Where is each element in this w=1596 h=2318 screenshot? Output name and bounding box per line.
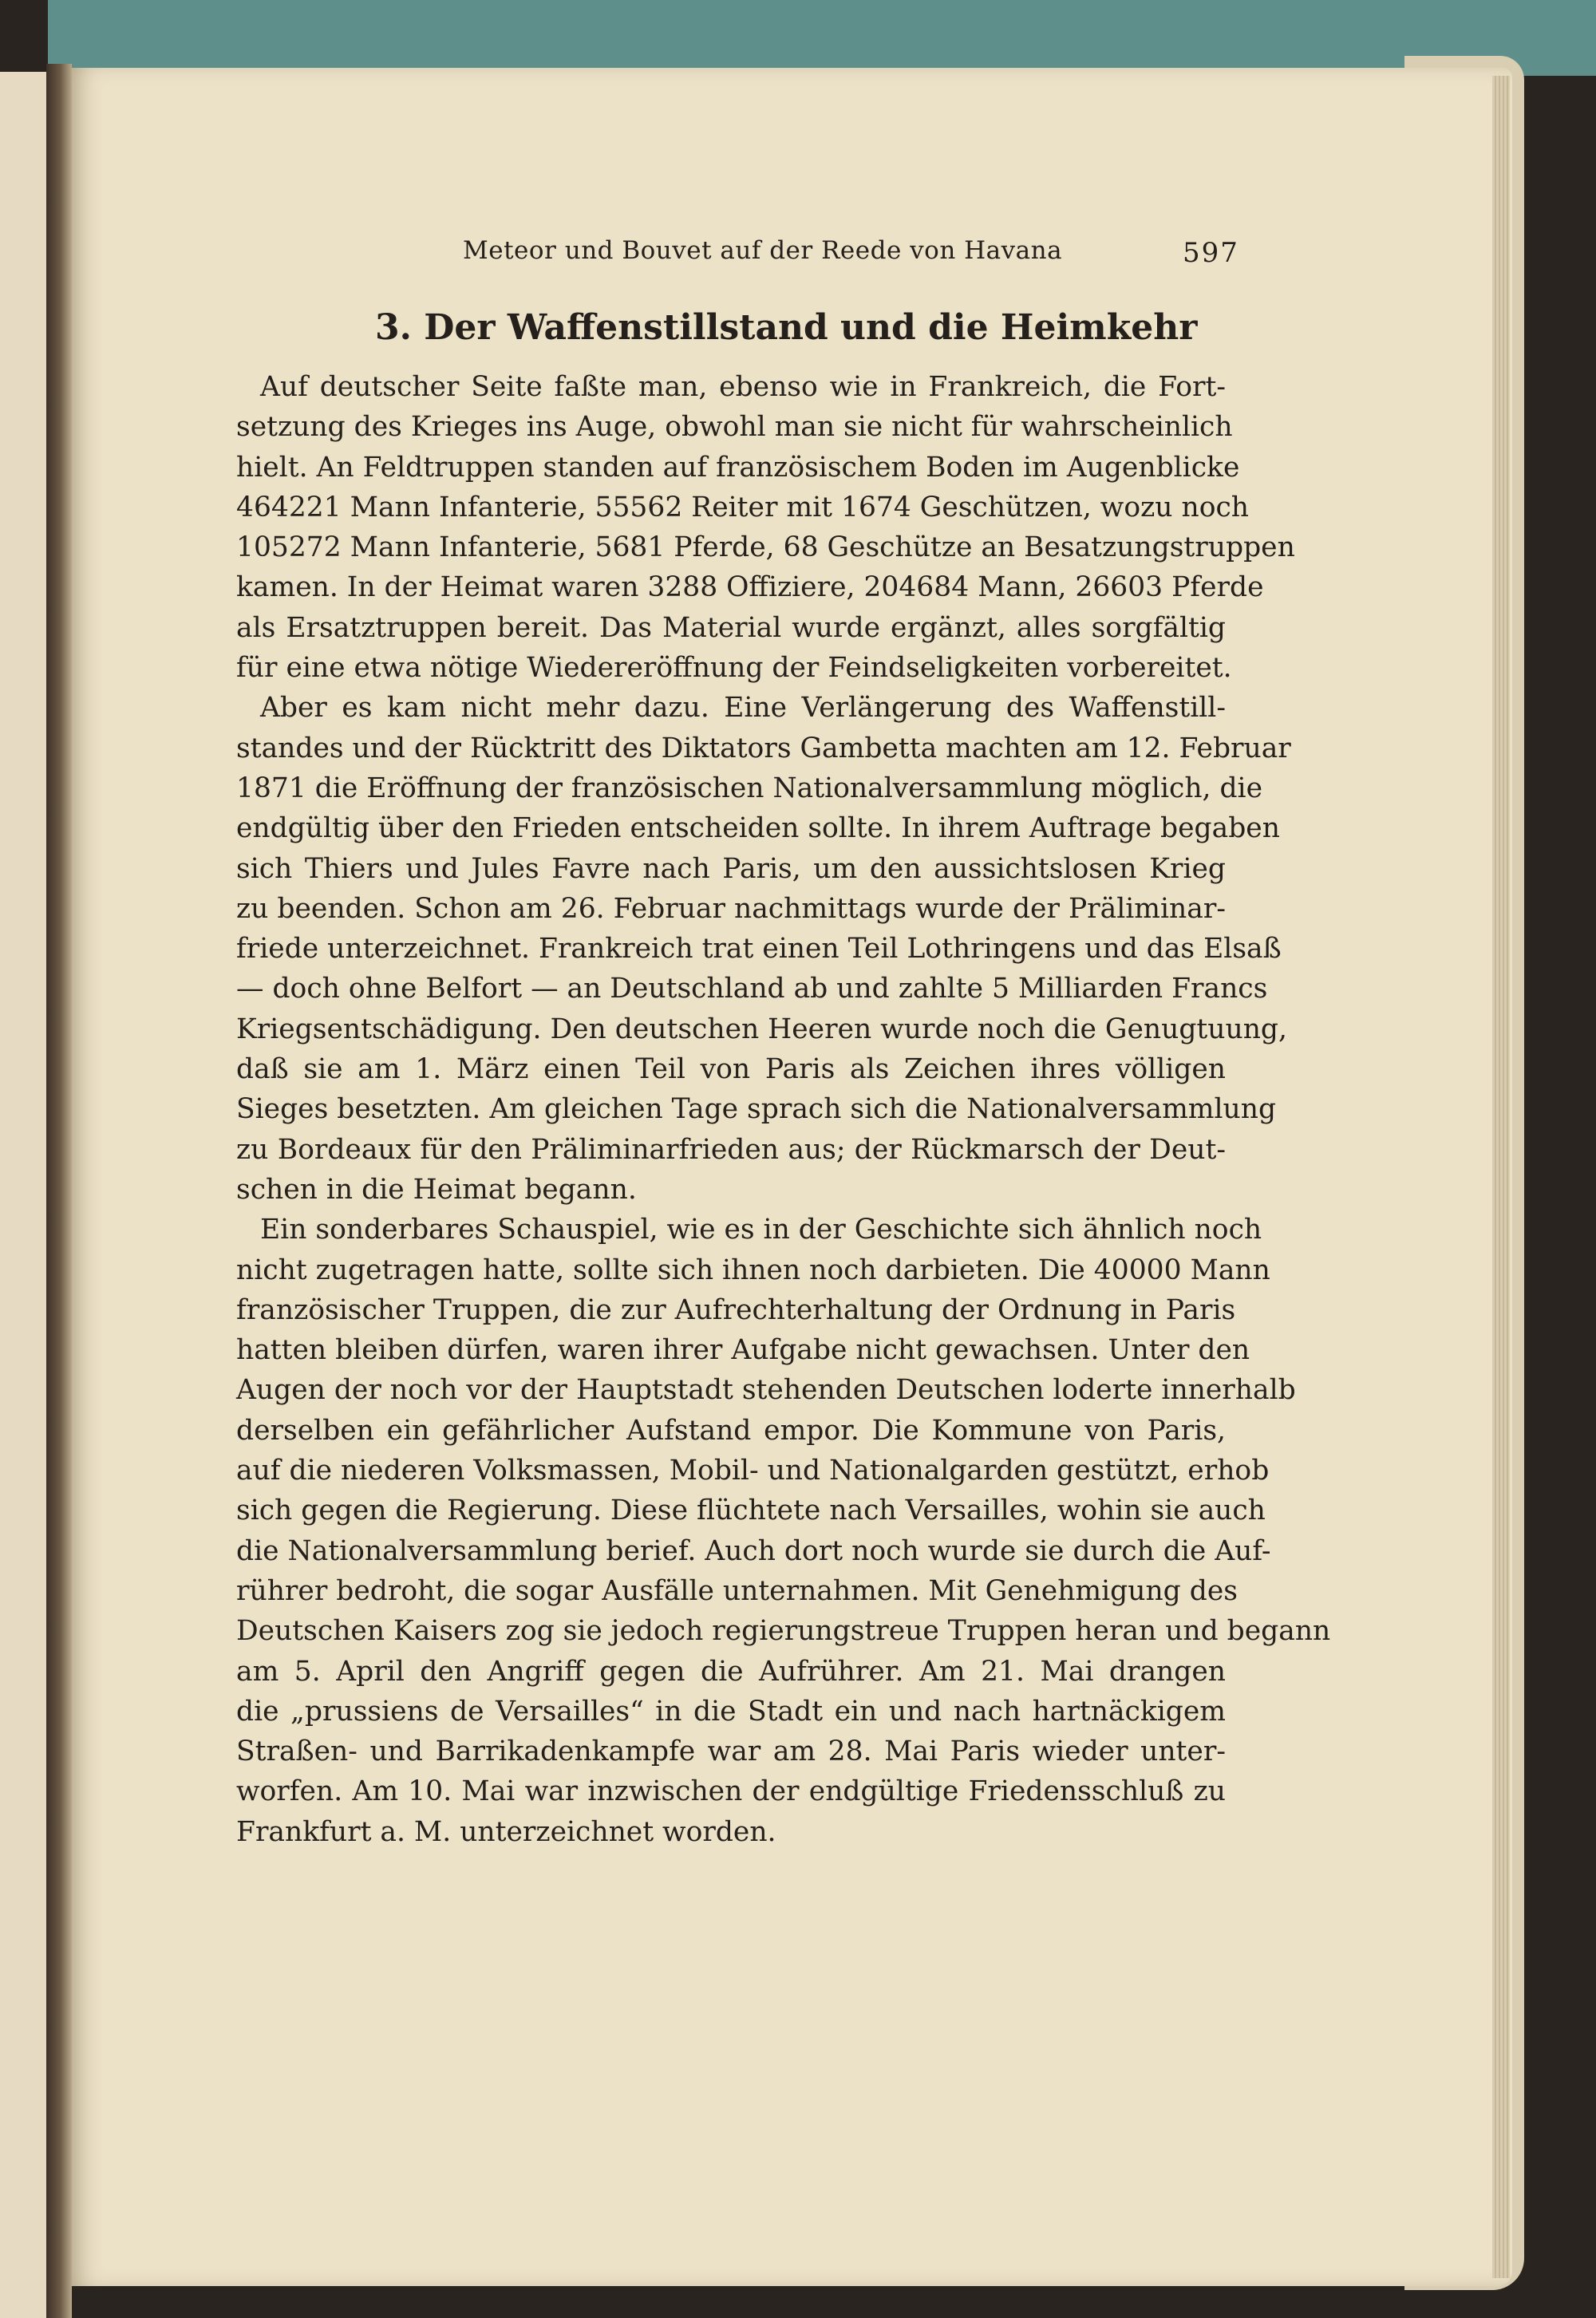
text-line: Deutschen Kaisers zog sie jedoch regierungstreue Truppen heran und begann — [236, 1615, 1331, 1648]
text-line: sich Thiers und Jules Favre nach Paris, um den aussichtslosen Krieg — [236, 852, 1226, 885]
text-line: auf die niederen Volksmassen, Mobil- und Nationalgarden gestützt, erhob — [236, 1455, 1270, 1487]
text-line: daß sie am 1. März einen Teil von Paris als Zeichen ihres völligen — [236, 1053, 1226, 1086]
text-line: worfen. Am 10. Mai war inzwischen der endgültige Friedensschluß zu — [236, 1775, 1226, 1808]
text-line: französischer Truppen, die zur Aufrechterhaltung der Ordnung in Paris — [236, 1293, 1236, 1326]
page-number: 597 — [1183, 237, 1239, 269]
text-line: 464221 Mann Infanterie, 55562 Reiter mit 1674 Geschützen, wozu noch — [236, 491, 1250, 523]
text-line: rührer bedroht, die sogar Ausfälle unternahmen. Mit Genehmigung des — [236, 1574, 1238, 1607]
text-line: hielt. An Feldtruppen standen auf französischem Boden im Augenblicke — [236, 451, 1240, 484]
text-line: friede unterzeichnet. Frankreich trat einen Teil Lothringens und das Elsaß — [236, 933, 1282, 966]
body-text — [236, 367, 1331, 1852]
text-line: die Nationalversammlung berief. Auch dort noch wurde sie durch die Auf- — [236, 1534, 1271, 1567]
text-line: Sieges besetzten. Am gleichen Tage sprach sich die Nationalversammlung — [236, 1093, 1277, 1126]
text-line: schen in die Heimat begann. — [236, 1173, 637, 1206]
text-line: Ein sonderbares Schauspiel, wie es in der Geschichte sich ähnlich noch — [260, 1214, 1262, 1246]
text-line: Augen der noch vor der Hauptstadt stehenden Deutschen loderte innerhalb — [236, 1374, 1296, 1407]
text-line: als Ersatztruppen bereit. Das Material wurde ergänzt, alles sorgfältig — [236, 611, 1226, 644]
text-line: die „prussiens de Versailles“ in die Stadt ein und nach hartnäckigem — [236, 1695, 1226, 1728]
text-line: 1871 die Eröffnung der französischen Nationalversammlung möglich, die — [236, 772, 1263, 804]
text-line: standes und der Rücktritt des Diktators Gambetta machten am 12. Februar — [236, 732, 1291, 764]
text-line: — doch ohne Belfort — an Deutschland ab und zahlte 5 Milliarden Francs — [236, 973, 1268, 1005]
text-line: Kriegsentschädigung. Den deutschen Heeren wurde noch die Genugtuung, — [236, 1013, 1287, 1045]
section-title: 3. Der Waffenstillstand und die Heimkehr — [375, 307, 1198, 348]
text-line: zu Bordeaux für den Präliminarfrieden aus; der Rückmarsch der Deut- — [236, 1133, 1226, 1166]
text-line: Frankfurt a. M. unterzeichnet worden. — [236, 1815, 776, 1848]
text-line: setzung des Krieges ins Auge, obwohl man sie nicht für wahrscheinlich — [236, 411, 1233, 444]
text-line: endgültig über den Frieden entscheiden sollte. In ihrem Auftrage begaben — [236, 812, 1280, 845]
text-line: zu beenden. Schon am 26. Februar nachmittags wurde der Präliminar- — [236, 892, 1226, 925]
text-line: derselben ein gefährlicher Aufstand empor. Die Kommune von Paris, — [236, 1414, 1226, 1447]
text-line: Straßen- und Barrikadenkampfe war am 28. Mai Paris wieder unter- — [236, 1736, 1226, 1768]
text-line: nicht zugetragen hatte, sollte sich ihnen noch darbieten. Die 40000 Mann — [236, 1254, 1270, 1286]
text-line: Auf deutscher Seite faßte man, ebenso wie in Frankreich, die Fort- — [260, 371, 1226, 403]
text-line: sich gegen die Regierung. Diese flüchtete nach Versailles, wohin sie auch — [236, 1495, 1266, 1527]
text-line: 105272 Mann Infanterie, 5681 Pferde, 68 Geschütze an Besatzungstruppen — [236, 531, 1295, 564]
text-line: am 5. April den Angriff gegen die Aufrührer. Am 21. Mai drangen — [236, 1655, 1226, 1688]
text-line: kamen. In der Heimat waren 3288 Offiziere, 204684 Mann, 26603 Pferde — [236, 571, 1264, 604]
running-head: Meteor und Bouvet auf der Reede von Havana — [463, 236, 1063, 265]
text-line: hatten bleiben dürfen, waren ihrer Aufgabe nicht gewachsen. Unter den — [236, 1334, 1250, 1367]
text-line: Aber es kam nicht mehr dazu. Eine Verlängerung des Waffenstill- — [260, 692, 1226, 725]
text-line: für eine etwa nötige Wiedereröffnung der Feindseligkeiten vorbereitet. — [236, 652, 1232, 685]
